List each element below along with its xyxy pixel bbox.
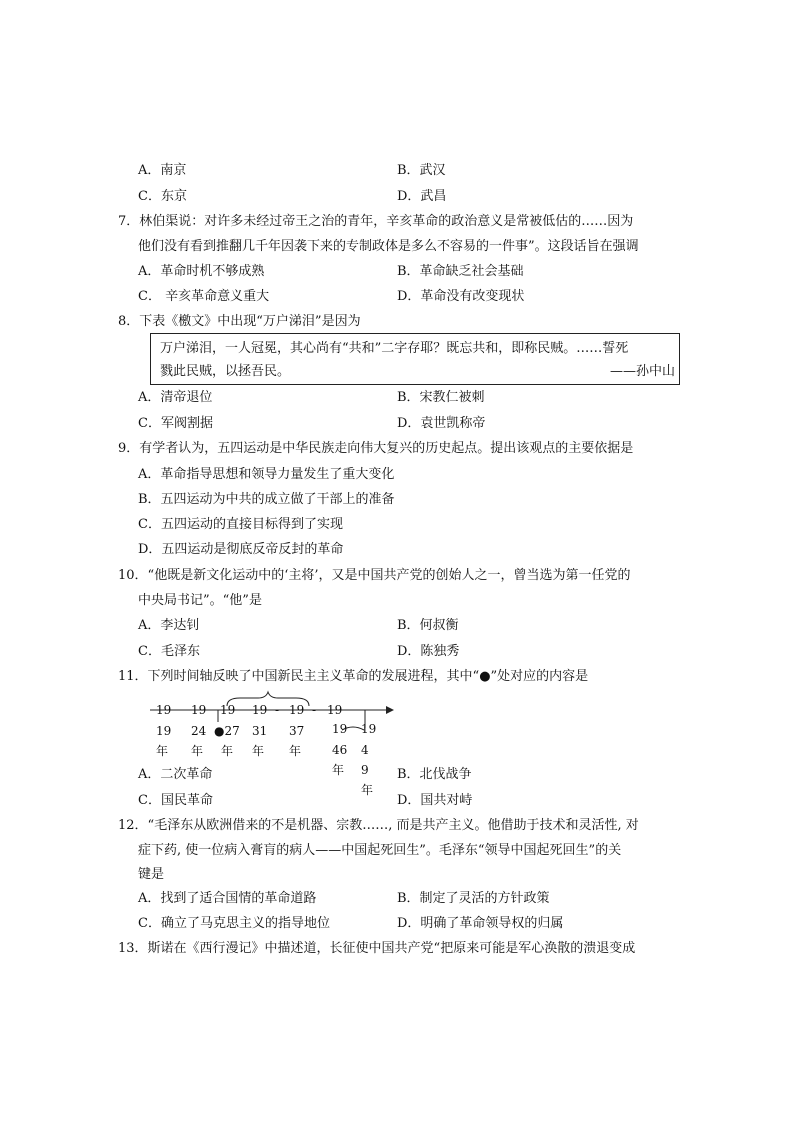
q7-option-a: A．革命时机不够成熟 <box>138 264 265 279</box>
timeline-r5-0: 年 <box>361 783 374 797</box>
q10-option-d: D．陈独秀 <box>397 644 460 659</box>
timeline-r1-7: 19 <box>327 703 343 717</box>
timeline-r1-3: 19 <box>252 703 268 717</box>
q10-option-b: B．何叔衡 <box>397 618 459 633</box>
q6-option-a: A．南京 <box>138 163 187 178</box>
q9-option-d: D．五四运动是彻底反帝反封的革命 <box>138 542 344 557</box>
q12-stem-line1: 12．“毛泽东从欧洲借来的不是机器、宗教……, 而是共产主义。他借助于技术和灵活性, 对 <box>118 818 639 833</box>
q8-quote-line1: 万户涕泪，一人冠冕，其心尚有“共和”二字存耶？既忘共和，即称民贼。……誓死 <box>160 341 629 356</box>
q8-option-b: B．宋教仁被刺 <box>397 390 485 405</box>
timeline-r2-1: 24 <box>191 724 207 738</box>
q6-option-d: D．武昌 <box>397 189 447 204</box>
timeline-r2-3: 31 <box>252 724 268 738</box>
timeline-r3-1: 年 <box>191 744 204 758</box>
q12-option-d: D．明确了革命领导权的归属 <box>397 916 564 931</box>
q12-stem-line2: 症下药, 使一位病入膏肓的病人——中国起死回生”。毛泽东“领导中国起死回生”的关 <box>138 843 622 858</box>
q12-option-a: A．找到了适合国情的革命道路 <box>138 891 317 906</box>
q10-stem-line2: 中央局书记”。“他”是 <box>138 593 262 608</box>
q8-stem: 8．下表《檄文》中出现“万户涕泪”是因为 <box>118 314 361 329</box>
q11-option-a: A．二次革命 <box>138 767 213 782</box>
timeline-r3-4: 年 <box>289 744 302 758</box>
q7-stem-line1: 7．林伯渠说：对许多未经过帝王之治的青年，辛亥革命的政治意义是常被低估的……因为 <box>118 214 634 229</box>
q12-stem-line3: 键是 <box>138 867 165 882</box>
timeline-r4-1: 9 <box>361 763 369 777</box>
timeline-r3-0: 年 <box>156 744 169 758</box>
q7-option-d: D．革命没有改变现状 <box>397 289 525 304</box>
q7-option-c: C． 辛亥革命意义重大 <box>138 289 270 304</box>
q8-option-c: C．军阀割据 <box>138 416 213 431</box>
q9-option-c: C．五四运动的直接目标得到了实现 <box>138 517 343 532</box>
timeline-r1-2: 19 <box>220 703 236 717</box>
timeline-r2-0: 19 <box>156 724 172 738</box>
q6-option-c: C．东京 <box>138 189 187 204</box>
timeline-r1-1: 19 <box>191 703 207 717</box>
q8-quote-line2: 戮此民贼，以拯吾民。 <box>160 364 291 379</box>
q10-stem-line1: 10．“他既是新文化运动中的‘主将’，又是中国共产党的创始人之一，曾当选为第一任党的 <box>118 568 631 583</box>
q11-option-d: D．国共对峙 <box>397 793 473 808</box>
timeline-r2-6: 19 <box>361 722 377 736</box>
timeline-r1-0: 19 <box>156 703 172 717</box>
q13-stem-line1: 13．斯诺在《西行漫记》中描述道，长征使中国共产党“把原来可能是军心涣散的溃退变成 <box>118 941 636 956</box>
timeline-r2-2: ●27 <box>214 724 240 738</box>
q9-option-b: B．五四运动为中共的成立做了干部上的准备 <box>138 492 395 507</box>
q10-option-a: A．李达钊 <box>138 618 200 633</box>
q8-option-a: A．清帝退位 <box>138 390 213 405</box>
q10-option-c: C．毛泽东 <box>138 644 200 659</box>
timeline-r1-5: 19 <box>289 703 305 717</box>
q11-option-b: B．北伐战争 <box>397 767 472 782</box>
q11-option-c: C．国民革命 <box>138 793 213 808</box>
timeline-r3-3: 年 <box>252 744 265 758</box>
q9-option-a: A．革命指导思想和领导力量发生了重大变化 <box>138 467 395 482</box>
timeline-r3-2: 年 <box>221 744 234 758</box>
timeline-r4-0: 年 <box>332 763 345 777</box>
q9-stem: 9．有学者认为，五四运动是中华民族走向伟大复兴的历史起点。提出该观点的主要依据是 <box>118 441 634 456</box>
timeline-r2-4: 37 <box>289 724 305 738</box>
q12-option-b: B．制定了灵活的方针政策 <box>397 891 550 906</box>
q7-stem-line2: 他们没有看到推翻几千年因袭下来的专制政体是多么不容易的一件事”。这段话旨在强调 <box>138 239 639 254</box>
q11-stem: 11．下列时间轴反映了中国新民主主义革命的发展进程，其中“●”处对应的内容是 <box>118 669 589 684</box>
timeline-r2-5: 19 <box>332 722 348 736</box>
timeline-r1-6: - <box>312 703 317 717</box>
q8-quote-author: ——孙中山 <box>610 364 676 379</box>
timeline-r3-5: 46 <box>332 743 348 757</box>
q8-option-d: D．袁世凯称帝 <box>397 416 486 431</box>
q12-option-c: C．确立了马克思主义的指导地位 <box>138 916 330 931</box>
timeline-r1-4: - <box>275 703 280 717</box>
q6-option-b: B．武汉 <box>397 163 446 178</box>
timeline-r3-6: 4 <box>361 743 369 757</box>
q7-option-b: B．革命缺乏社会基础 <box>397 264 524 279</box>
